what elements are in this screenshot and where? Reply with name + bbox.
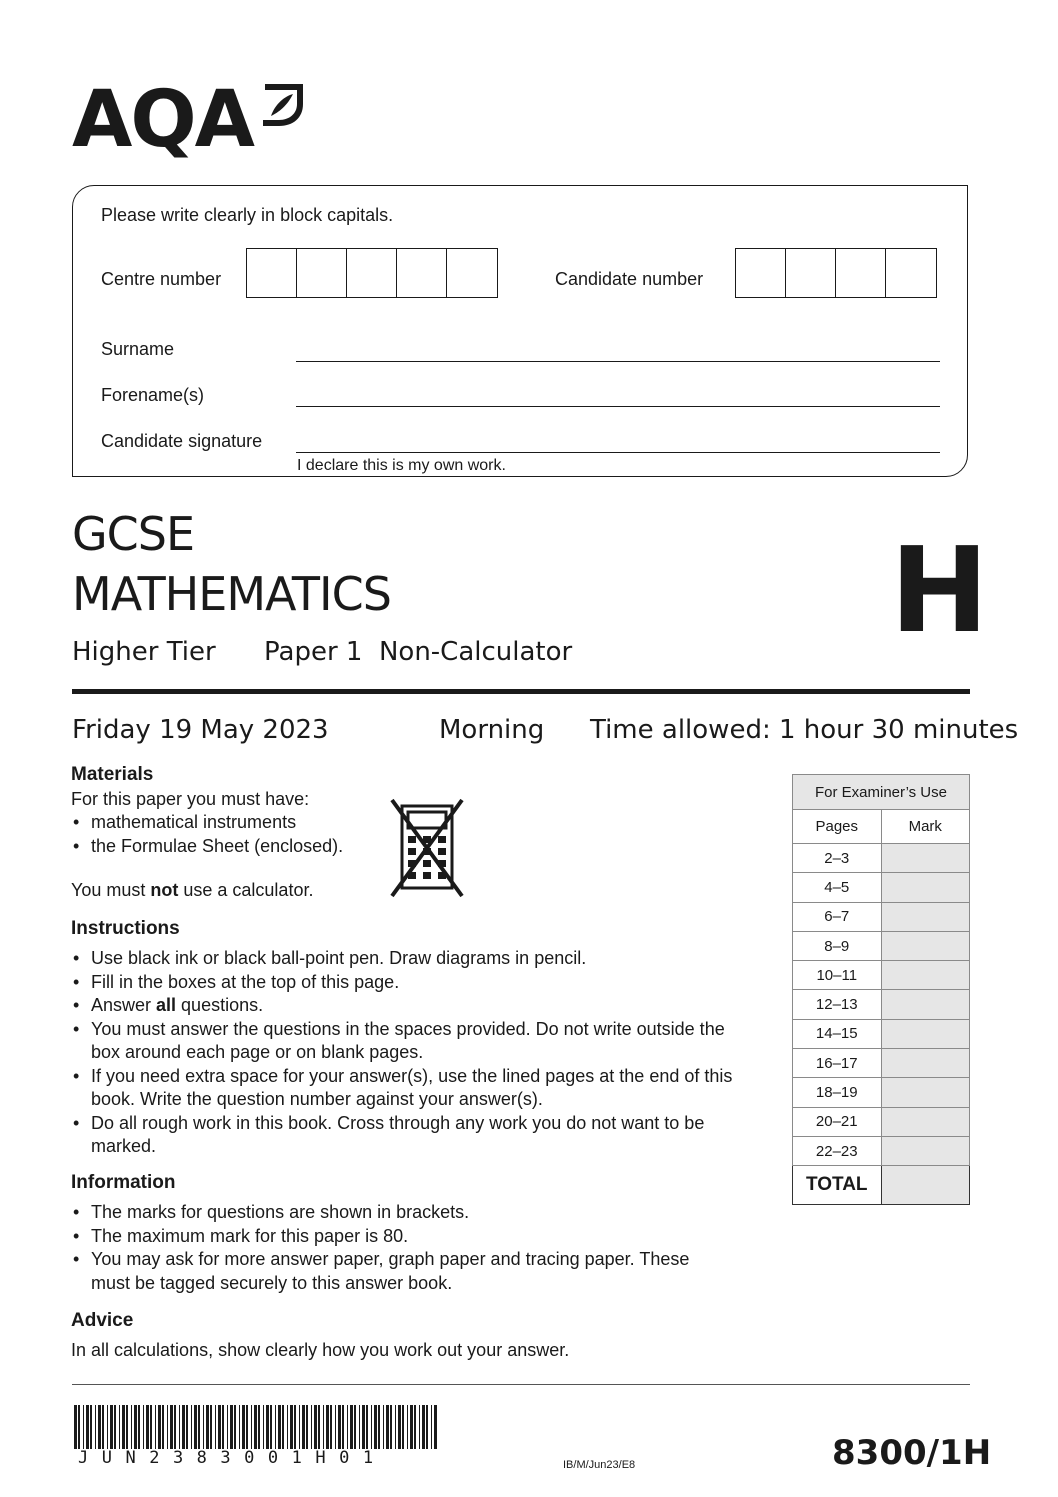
surname-label: Surname [101, 339, 175, 359]
list-item: • Use black ink or black ball-point pen. Draw diagrams in pencil. [71, 947, 751, 971]
information-heading: Information [71, 1172, 176, 1193]
candidate-number-digit[interactable] [736, 249, 786, 297]
instruction-answer-pre: Answer [91, 995, 157, 1015]
paper-label: Paper 1 Non-Calculator [264, 637, 573, 667]
table-row [793, 873, 970, 902]
aqa-logo [72, 75, 305, 165]
instruction-answer-all: all [156, 995, 177, 1015]
signature-label: Candidate signature [101, 431, 263, 451]
calculator-warning [71, 879, 313, 903]
materials-intro: For this paper you must have: [71, 789, 310, 809]
list-item: • mathematical instruments [71, 811, 391, 835]
forename-line[interactable] [296, 406, 940, 407]
exam-session: Morning [439, 715, 545, 745]
pages-cell: 20–21 [793, 1107, 882, 1136]
paper-reference: IB/M/Jun23/E8 [563, 1459, 636, 1471]
mark-cell[interactable] [881, 1049, 970, 1078]
time-allowed: Time allowed: 1 hour 30 minutes [590, 715, 1019, 745]
mark-cell[interactable] [881, 1107, 970, 1136]
centre-number-digit[interactable] [347, 249, 397, 297]
total-label: TOTAL [793, 1166, 882, 1205]
information-list [71, 1201, 711, 1295]
footer-divider [72, 1384, 970, 1385]
list-item: • You must answer the questions in the spaces provided. Do not write outside the box around each page or on blank pages. [71, 1018, 751, 1065]
title-divider [72, 689, 970, 694]
calculator-warning-pre: You must [71, 880, 151, 900]
pages-cell: 22–23 [793, 1136, 882, 1165]
total-mark-cell[interactable] [881, 1166, 970, 1205]
pages-cell: 16–17 [793, 1049, 882, 1078]
table-row [793, 1019, 970, 1048]
centre-number-digit[interactable] [297, 249, 347, 297]
mark-cell[interactable] [881, 931, 970, 960]
candidate-number-boxes[interactable] [735, 248, 937, 298]
list-item: • If you need extra space for your answer(s), use the lined pages at the end of this book. Write the question number against your answer(s). [71, 1065, 751, 1112]
aqa-leaf-icon [259, 82, 305, 132]
total-row [793, 1166, 970, 1205]
list-item: • the Formulae Sheet (enclosed). [71, 835, 391, 859]
pages-cell: 14–15 [793, 1019, 882, 1048]
table-row [793, 1078, 970, 1107]
tier-label: Higher Tier [72, 637, 216, 667]
mark-column-header: Mark [881, 810, 970, 844]
mark-cell[interactable] [881, 844, 970, 873]
paper-code: 8300/1H [832, 1433, 992, 1473]
list-item: • The maximum mark for this paper is 80. [71, 1225, 711, 1249]
table-row [793, 844, 970, 873]
candidate-number-label: Candidate number [555, 269, 704, 289]
pages-cell: 4–5 [793, 873, 882, 902]
barcode-icon [74, 1405, 440, 1449]
mark-cell[interactable] [881, 873, 970, 902]
calculator-warning-post: use a calculator. [178, 880, 314, 900]
calculator-warning-not: not [150, 880, 179, 900]
table-row [793, 1136, 970, 1165]
candidate-number-digit[interactable] [836, 249, 886, 297]
examiner-use-table [792, 774, 970, 1205]
table-row [793, 902, 970, 931]
tier-letter: H [890, 521, 989, 659]
materials-list [71, 811, 391, 858]
candidate-number-digit[interactable] [786, 249, 836, 297]
list-item [71, 994, 751, 1018]
list-item: • You may ask for more answer paper, graph paper and tracing paper. These must be tagged securely to this answer book. [71, 1248, 711, 1295]
table-row [793, 961, 970, 990]
pages-cell: 12–13 [793, 990, 882, 1019]
mark-cell[interactable] [881, 1019, 970, 1048]
mark-cell[interactable] [881, 961, 970, 990]
no-calculator-icon [388, 796, 466, 900]
centre-number-digit[interactable] [397, 249, 447, 297]
centre-number-digit[interactable] [247, 249, 297, 297]
pages-cell: 2–3 [793, 844, 882, 873]
qualification-title: GCSE [72, 507, 195, 561]
pages-cell: 18–19 [793, 1078, 882, 1107]
centre-number-digit[interactable] [447, 249, 497, 297]
materials-heading: Materials [71, 764, 154, 785]
instructions-list [71, 947, 751, 1159]
table-row [793, 1049, 970, 1078]
table-row [793, 931, 970, 960]
block-capitals-instruction: Please write clearly in block capitals. [101, 205, 394, 225]
signature-line[interactable] [296, 452, 940, 453]
examiner-table-title: For Examiner’s Use [793, 775, 970, 810]
list-item: • Fill in the boxes at the top of this page. [71, 971, 751, 995]
forename-label: Forename(s) [101, 385, 205, 405]
table-row [793, 990, 970, 1019]
logo-text: AQA [72, 75, 254, 165]
candidate-number-digit[interactable] [886, 249, 936, 297]
declaration-text: I declare this is my own work. [297, 457, 506, 474]
centre-number-label: Centre number [101, 269, 222, 289]
pages-cell: 8–9 [793, 931, 882, 960]
subject-title: MATHEMATICS [72, 567, 391, 621]
mark-cell[interactable] [881, 1078, 970, 1107]
instruction-answer-post: questions. [176, 995, 264, 1015]
list-item: • The marks for questions are shown in brackets. [71, 1201, 711, 1225]
mark-cell[interactable] [881, 990, 970, 1019]
mark-cell[interactable] [881, 1136, 970, 1165]
advice-text: In all calculations, show clearly how you work out your answer. [71, 1340, 570, 1360]
table-row [793, 1107, 970, 1136]
exam-date: Friday 19 May 2023 [72, 715, 329, 745]
barcode-number: JUN2383001H01 [78, 1448, 387, 1468]
pages-column-header: Pages [793, 810, 882, 844]
mark-cell[interactable] [881, 902, 970, 931]
centre-number-boxes[interactable] [246, 248, 498, 298]
advice-heading: Advice [71, 1310, 134, 1331]
surname-line[interactable] [296, 361, 940, 362]
instructions-heading: Instructions [71, 918, 180, 939]
pages-cell: 10–11 [793, 961, 882, 990]
list-item: • Do all rough work in this book. Cross through any work you do not want to be marked. [71, 1112, 751, 1159]
pages-cell: 6–7 [793, 902, 882, 931]
